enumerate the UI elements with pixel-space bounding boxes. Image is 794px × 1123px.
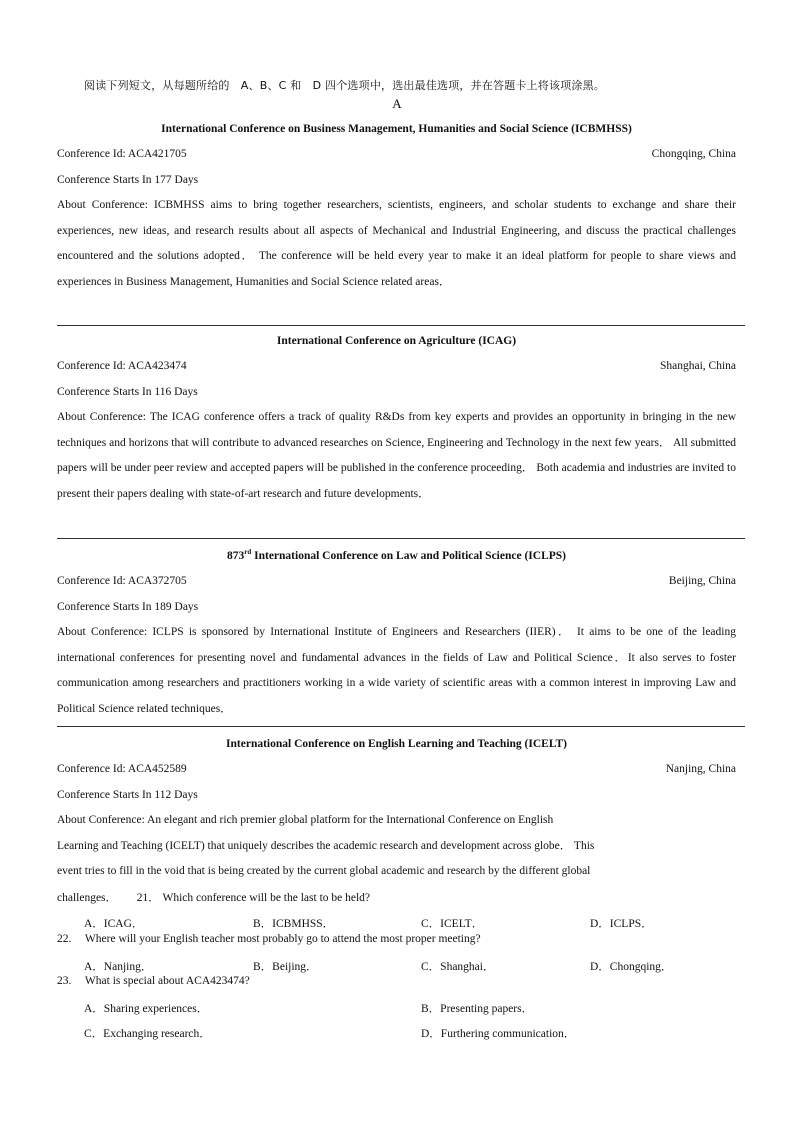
option-21-a: A．ICAG． bbox=[84, 918, 144, 930]
about-tail: challenges． bbox=[57, 892, 118, 904]
question-text: What is special about ACA423474? bbox=[84, 975, 250, 987]
option-22-c: C．Shanghai． bbox=[421, 961, 495, 973]
instruction-text: 阅读下列短文，从每题所给的 A、B、C 和 D 四个选项中，选出最佳选项，并在答题卡上将该项涂黑。 bbox=[84, 79, 606, 92]
question-21-row bbox=[57, 889, 370, 905]
section-divider bbox=[57, 726, 745, 727]
conference-id: Conference Id: ACA372705 bbox=[57, 575, 187, 587]
conference-location: Nanjing, China bbox=[665, 763, 736, 775]
question-number: 22. bbox=[57, 933, 72, 945]
conference-title: International Conference on Agriculture (ICAG) bbox=[276, 335, 517, 347]
option-23-a: A．Sharing experiences． bbox=[84, 1003, 209, 1015]
conference-starts-text: Conference Starts In 177 Days bbox=[57, 173, 199, 186]
conference-block-icbmhss bbox=[57, 116, 736, 295]
conference-id: Conference Id: ACA423474 bbox=[57, 360, 187, 372]
section-divider bbox=[57, 538, 745, 539]
option-21-b: B．ICBMHSS． bbox=[253, 918, 335, 930]
conference-block-icag bbox=[57, 328, 736, 507]
question-text: Which conference will be the last to be held? bbox=[162, 892, 371, 904]
question-22-row bbox=[57, 933, 481, 945]
option-23-c: C．Exchanging research． bbox=[84, 1028, 211, 1040]
conference-id: Conference Id: ACA452589 bbox=[57, 763, 187, 775]
conference-title: International Conference on Business Management, Humanities and Social Science (ICBMHSS) bbox=[161, 123, 632, 135]
conference-title bbox=[57, 543, 736, 569]
conference-location: Chongqing, China bbox=[651, 148, 736, 160]
conference-title-number: 873 bbox=[227, 550, 245, 562]
conference-meta bbox=[57, 142, 736, 168]
conference-starts bbox=[57, 168, 736, 194]
conference-title: International Conference on English Learning and Teaching (ICELT) bbox=[226, 738, 567, 750]
option-22-d: D．Chongqing． bbox=[590, 961, 673, 973]
conference-block-iclps bbox=[57, 543, 736, 722]
option-23-b: B．Presenting papers． bbox=[421, 1003, 534, 1015]
conference-meta bbox=[57, 569, 736, 595]
option-23-d: D．Furthering communication． bbox=[421, 1028, 576, 1040]
question-number: 21． bbox=[136, 892, 160, 904]
question-number: 23. bbox=[57, 975, 72, 987]
conference-starts bbox=[57, 783, 736, 809]
conference-about: About Conference: ICLPS is sponsored by International Institute of Engineers and Researchers (IIER)． It aims to be one of the leading international conferences for presenting novel and fundamental advances in the fields of Law and Political Science．It also serves to foster communication among researchers and practitioners working in a wide variety of scientific areas with a common interest in improving Law and Political Science related techniques． bbox=[57, 626, 736, 715]
option-22-b: B．Beijing． bbox=[253, 961, 318, 973]
conference-starts bbox=[57, 595, 736, 621]
section-letter: A bbox=[392, 96, 402, 111]
conference-location: Shanghai, China bbox=[659, 360, 736, 372]
option-22-a: A．Nanjing． bbox=[84, 961, 153, 973]
question-23-row bbox=[57, 975, 250, 987]
conference-title-text: International Conference on Law and Political Science (ICLPS) bbox=[251, 550, 566, 562]
question-text: Where will your English teacher most probably go to attend the most proper meeting? bbox=[84, 933, 481, 945]
conference-starts-text: Conference Starts In 189 Days bbox=[57, 600, 199, 613]
conference-starts-text: Conference Starts In 116 Days bbox=[57, 385, 198, 398]
conference-meta bbox=[57, 354, 736, 380]
conference-block-icelt bbox=[57, 731, 736, 885]
conference-location: Beijing, China bbox=[668, 575, 736, 587]
option-21-c: C．ICELT． bbox=[421, 918, 484, 930]
option-21-d: D．ICLPS． bbox=[590, 918, 653, 930]
conference-id: Conference Id: ACA421705 bbox=[57, 148, 187, 160]
section-divider bbox=[57, 325, 745, 326]
conference-title-ordinal: rd bbox=[244, 548, 252, 557]
conference-about: About Conference: An elegant and rich premier global platform for the International Conference on English Learning and Teaching (ICELT) that uniquely describes the academic research and development across globe． This event tries to fill in the void that is being created by the current global academic and research by the different global bbox=[57, 814, 595, 877]
conference-starts bbox=[57, 380, 736, 406]
conference-starts-text: Conference Starts In 112 Days bbox=[57, 788, 198, 801]
conference-about: About Conference: The ICAG conference offers a track of quality R&Ds from key experts and provides an opportunity in bringing in the new techniques and horizons that will contribute to advanced researches on Science, Engineering and Technology in the next few years． All submitted papers will be under peer review and accepted papers will be published in the conference proceeding． Both academia and industries are invited to present their papers dealing with state-of-art research and future developments． bbox=[57, 411, 736, 500]
conference-about: About Conference: ICBMHSS aims to bring together researchers, scientists, engineers, and scholar students to exchange and share their experiences, new ideas, and research results about all aspects of Mechanical and Industrial Engineering, and discuss the practical challenges encountered and the solutions adopted． The conference will be held every year to make it an ideal platform for people to share views and experiences in Business Management, Humanities and Social Science related areas． bbox=[57, 199, 736, 288]
conference-meta bbox=[57, 757, 736, 783]
